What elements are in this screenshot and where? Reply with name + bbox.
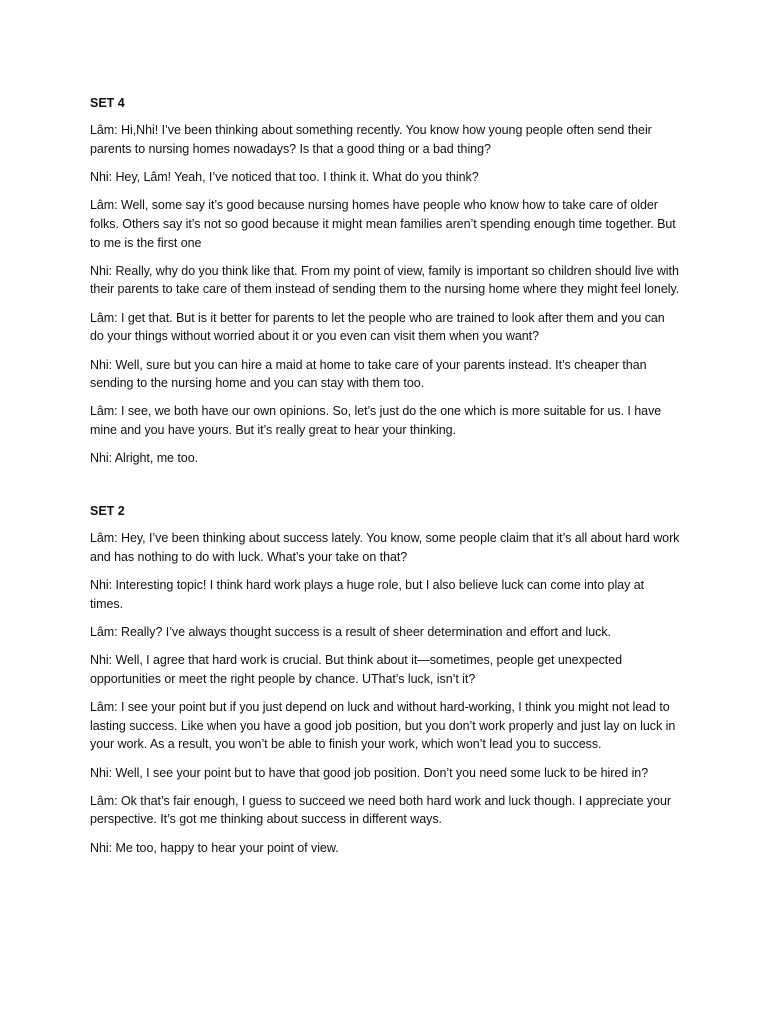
dialogue-line: Lâm: I get that. But is it better for parents to let the people who are trained to look after them and you can do your things without worried about it or you even can visit them when you want? [90, 310, 665, 344]
dialogue-line: Lâm: Really? I’ve always thought success is a result of sheer determination and effort and luck. [90, 624, 611, 639]
dialogue-line: Nhi: Really, why do you think like that. From my point of view, family is important so children should live with their parents to take care of them instead of sending them to the nursing home where they might feel lonely. [90, 263, 680, 297]
set-heading: SET 4 [90, 96, 125, 110]
set-heading: SET 2 [90, 504, 125, 519]
dialogue-line: Lâm: Well, some say it’s good because nursing homes have people who know how to take care of older folks. Others say it’s not so good because it might mean families aren’t spending enough time together. But to me is the first one [90, 198, 676, 250]
dialogue-line: Nhi: Interesting topic! I think hard work plays a huge role, but I also believe luck can come into play at times. [90, 577, 645, 611]
dialogue-line: Lâm: I see, we both have our own opinions. So, let’s just do the one which is more suitable for us. I have mine and you have yours. But it’s really great to hear your thinking. [90, 404, 662, 438]
dialogue-set-4 [90, 94, 680, 468]
dialogue-line: Nhi: Alright, me too. [90, 451, 199, 466]
dialogue-line: Nhi: Well, I see your point but to have that good job position. Don’t you need some luck to be hired in? [90, 765, 649, 780]
dialogue-line: Nhi: Well, I agree that hard work is crucial. But think about it—sometimes, people get unexpected opportunities or meet the right people by chance. UThat’s luck, isn’t it? [90, 653, 622, 686]
dialogue-line: Lâm: Ok that’s fair enough, I guess to succeed we need both hard work and luck though. I appreciate your perspective. It’s got me thinking about success in different ways. [90, 793, 672, 827]
document-page [90, 94, 680, 867]
dialogue-line: Nhi: Hey, Lâm! Yeah, I’ve noticed that too. I think it. What do you think? [90, 169, 479, 184]
dialogue-line: Lâm: I see your point but if you just depend on luck and without hard-working, I think you might not lead to lasting success. Like when you have a good job position, but you don’t work properly and just lay on luck in your work. As a result, you won’t be able to finish your work, which won’t lead you to success. [90, 699, 676, 752]
dialogue-line: Lâm: Hey, I’ve been thinking about success lately. You know, some people claim that it’s all about hard work and has nothing to do with luck. What’s your take on that? [90, 531, 680, 564]
dialogue-line: Nhi: Me too, happy to hear your point of view. [90, 840, 339, 855]
dialogue-line: Lâm: Hi,Nhi! I’ve been thinking about something recently. You know how young people often send their parents to nursing homes nowadays? Is that a good thing or a bad thing? [90, 123, 652, 156]
dialogue-set-2 [90, 502, 680, 857]
dialogue-line: Nhi: Well, sure but you can hire a maid at home to take care of your parents instead. It’s cheaper than sending to the nursing home and you can stay with them too. [90, 357, 647, 391]
